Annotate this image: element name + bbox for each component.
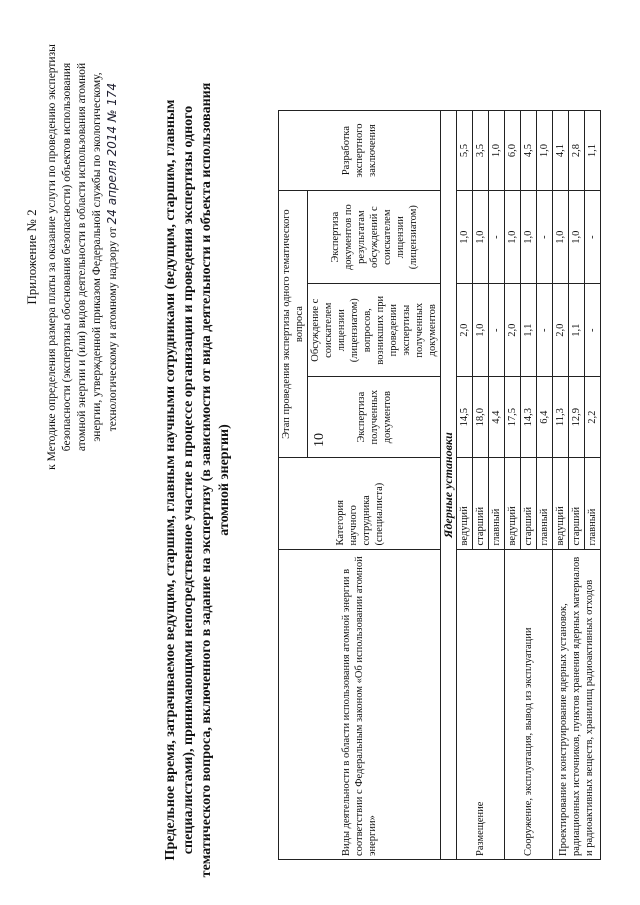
- activity-cell: Сооружение, эксплуатация, вывод из эксплуатации: [505, 549, 553, 859]
- section-row: [441, 111, 457, 860]
- value-cell: 18,0: [473, 377, 489, 458]
- category-cell: старший: [569, 458, 585, 549]
- table-row: [553, 111, 569, 860]
- value-cell: 1,0: [553, 191, 569, 284]
- value-cell: -: [585, 284, 601, 377]
- value-cell: 2,2: [585, 377, 601, 458]
- value-cell: -: [537, 284, 553, 377]
- value-cell: 4,4: [489, 377, 505, 458]
- appendix-title: Приложение № 2: [24, 209, 39, 305]
- category-cell: ведущий: [457, 458, 473, 549]
- table-row: [505, 111, 521, 860]
- value-cell: 1,1: [569, 284, 585, 377]
- value-cell: 11,3: [553, 377, 569, 458]
- value-cell: 1,0: [537, 111, 553, 191]
- header-expertise-after-discussion: Экспертиза документов по результатам обсуждений с соискателем лицензии (лицензиатом): [308, 191, 441, 284]
- value-cell: 1,1: [521, 284, 537, 377]
- rotated-document-sheet: [20, 40, 620, 900]
- value-cell: 14,3: [521, 377, 537, 458]
- value-cell: 14,5: [457, 377, 473, 458]
- header-conclusion: Разработка экспертного заключения: [279, 111, 441, 191]
- section-title: Ядерные установки: [441, 111, 457, 860]
- value-cell: 2,0: [505, 284, 521, 377]
- value-cell: -: [489, 191, 505, 284]
- value-cell: 17,5: [505, 377, 521, 458]
- category-cell: старший: [473, 458, 489, 549]
- value-cell: 12,9: [569, 377, 585, 458]
- category-cell: главный: [585, 458, 601, 549]
- header-discussion: Обсуждение с соискателем лицензии (лицензиатом) вопросов, возникших при проведении экспертизы полученных документов: [308, 284, 441, 377]
- value-cell: 3,5: [473, 111, 489, 191]
- value-cell: 2,0: [553, 284, 569, 377]
- header-activity: Виды деятельности в области использования атомной энергии в соответствии с Федеральным законом «Об использовании атомной энергии»: [279, 549, 441, 859]
- value-cell: 2,0: [457, 284, 473, 377]
- category-cell: ведущий: [505, 458, 521, 549]
- appendix-body: [45, 42, 121, 472]
- page-number: 10: [312, 433, 327, 447]
- category-cell: главный: [537, 458, 553, 549]
- value-cell: 1,0: [473, 284, 489, 377]
- header-stage: Этап проведения экспертизы одного тематического вопроса: [279, 191, 308, 458]
- value-cell: -: [537, 191, 553, 284]
- category-cell: главный: [489, 458, 505, 549]
- value-cell: 1,0: [521, 191, 537, 284]
- value-cell: 6,0: [505, 111, 521, 191]
- document-heading: Предельное время, затрачиваемое ведущим, старшим, главным научными сотрудниками (ведущим, старшим, главным специалистами), принимающими непосредственное участие в процессе организации и проведения экспертизы одного тематического вопроса, включенного в задание на экспертизу (в зависимости от вида деятельности и объекта использования атомной энергии): [163, 82, 232, 878]
- value-cell: 1,0: [457, 191, 473, 284]
- appendix-block: [24, 42, 121, 472]
- category-cell: старший: [521, 458, 537, 549]
- value-cell: 1,0: [473, 191, 489, 284]
- value-cell: 6,4: [537, 377, 553, 458]
- value-cell: 4,5: [521, 111, 537, 191]
- category-cell: ведущий: [553, 458, 569, 549]
- value-cell: 5,5: [457, 111, 473, 191]
- value-cell: 1,1: [585, 111, 601, 191]
- value-cell: 4,1: [553, 111, 569, 191]
- value-cell: -: [489, 284, 505, 377]
- appendix-text: к Методике определения размера платы за оказание услуги по проведению экспертизы безопасности (экспертизы обоснования безопасности) объектов использования атомной энергии и (или) видов деятельности в области использования атомной энергии, утвержденной приказом Федеральной службы по экологическому, технологическому и атомному надзору от: [46, 44, 119, 470]
- header-expertise-docs: Экспертиза полученных документов: [308, 377, 441, 458]
- value-cell: 2,8: [569, 111, 585, 191]
- value-cell: 1,0: [569, 191, 585, 284]
- activity-cell: Проектирование и конструирование ядерных установок, радиационных источников, пунктов хранения ядерных материалов и радиоактивных веществ, хранилищ радиоактивных отходов: [553, 549, 601, 859]
- handwritten-order-date: 24 апреля 2014 № 174: [105, 82, 119, 225]
- value-cell: 1,0: [489, 111, 505, 191]
- value-cell: -: [585, 191, 601, 284]
- table-row: [457, 111, 473, 860]
- expertise-time-table: [278, 110, 601, 860]
- value-cell: 1,0: [505, 191, 521, 284]
- activity-cell: Размещение: [457, 549, 505, 859]
- header-category: Категория научного сотрудника (специалиста): [279, 458, 441, 549]
